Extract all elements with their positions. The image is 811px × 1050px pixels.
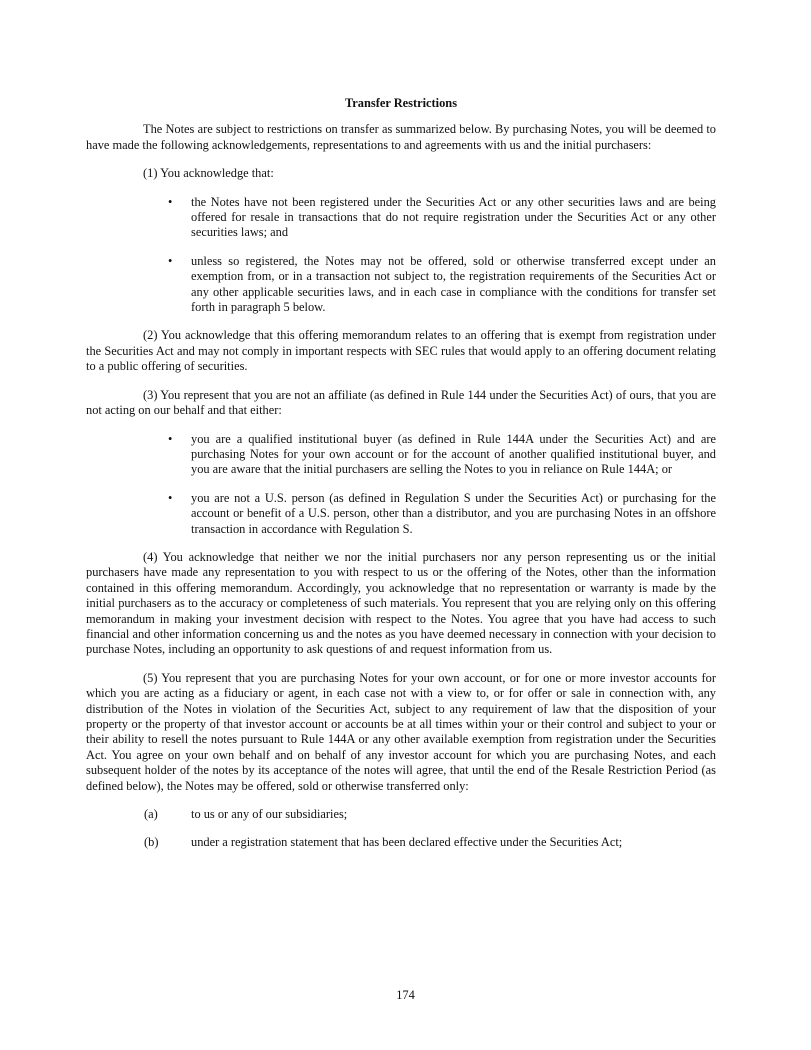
paragraph-2: (2) You acknowledge that this offering memorandum relates to an offering that is exempt from registration under the Securities Act and may not comply in important respects with SEC rules that would apply to an offering document relating to a public offering of securities. xyxy=(86,328,716,374)
item-label: (b) xyxy=(144,835,159,850)
item-text: to us or any of our subsidiaries; xyxy=(191,807,348,822)
item-text: under a registration statement that has been declared effective under the Securities Act; xyxy=(191,835,623,850)
bullet-text: unless so registered, the Notes may not be offered, sold or otherwise transferred except under an exemption from, or in a transaction not subject to, the registration requirements of the Securities Act or any other applicable securities laws, and in each case in compliance with the conditions for transfer set forth in paragraph 5 below. xyxy=(191,253,716,315)
page-number: 174 xyxy=(396,988,415,1002)
bullet-icon: • xyxy=(168,194,173,209)
bullet-item xyxy=(86,195,716,241)
paragraph-3-lead: (3) You represent that you are not an affiliate (as defined in Rule 144 under the Securities Act) of ours, that you are not acting on our behalf and that either: xyxy=(86,387,716,418)
bullet-item xyxy=(86,432,716,478)
bullet-icon: • xyxy=(168,253,173,268)
bullet-text: you are not a U.S. person (as defined in Regulation S under the Securities Act) or purchasing for the account or benefit of a U.S. person, other than a distributor, and you are purchasing Notes in an offshore transaction in accordance with Regulation S. xyxy=(191,490,716,536)
bullet-text: you are a qualified institutional buyer (as defined in Rule 144A under the Securities Act) and are purchasing Notes for your own account or for the account of another qualified institutional buyer, and you are aware that the initial purchasers are selling the Notes to you in reliance on Rule 144A; or xyxy=(191,431,716,477)
paragraph-1-lead: (1) You acknowledge that: xyxy=(143,166,274,181)
paragraph-3-bullets xyxy=(86,432,716,537)
bullet-icon: • xyxy=(168,431,173,446)
intro-paragraph: The Notes are subject to restrictions on transfer as summarized below. By purchasing Notes, you will be deemed to have made the following acknowledgements, representations to and agreements with us and the initial purchasers: xyxy=(86,122,716,152)
paragraph-5: (5) You represent that you are purchasing Notes for your own account, or for one or more investor accounts for which you are acting as a fiduciary or agent, in each case not with a view to, or for offer or sale in connection with, any distribution of the Notes in violation of the Securities Act, subject to any requirement of law that the disposition of your property or the property of that investor account or accounts be at all times within your or their control and subject to your or their ability to resell the notes pursuant to Rule 144A or any other available exemption from registration under the Securities Act. You agree on your own behalf and on behalf of any investor account for which you are purchasing Notes, and each subsequent holder of the notes by its acceptance of the notes will agree, that until the end of the Resale Restriction Period (as defined below), the Notes may be offered, sold or otherwise transferred only: xyxy=(86,670,716,793)
paragraph-4: (4) You acknowledge that neither we nor the initial purchasers nor any person representing us or the initial purchasers have made any representation to you with respect to us or the offering of the Notes, other than the information contained in this offering memorandum. Accordingly, you acknowledge that no representation or warranty is made by the initial purchasers as to the accuracy or completeness of such materials. You represent that you are relying only on this offering memorandum in making your investment decision with respect to the Notes. You agree that you have had access to such financial and other information concerning us and the notes as you have deemed necessary in connection with your decision to purchase Notes, including an opportunity to ask questions of and request information from us. xyxy=(86,549,716,657)
paragraph-1-bullets xyxy=(86,195,716,316)
bullet-icon: • xyxy=(168,490,173,505)
document-page xyxy=(86,96,716,864)
section-title: Transfer Restrictions xyxy=(344,96,458,110)
bullet-item xyxy=(86,254,716,316)
item-label: (a) xyxy=(144,807,158,822)
list-item-a xyxy=(86,807,716,822)
bullet-text: the Notes have not been registered under the Securities Act or any other securities laws and are being offered for resale in transactions that do not require registration under the Securities Act or any other securities laws; and xyxy=(191,194,716,240)
list-item-b xyxy=(86,835,716,850)
bullet-item xyxy=(86,491,716,537)
